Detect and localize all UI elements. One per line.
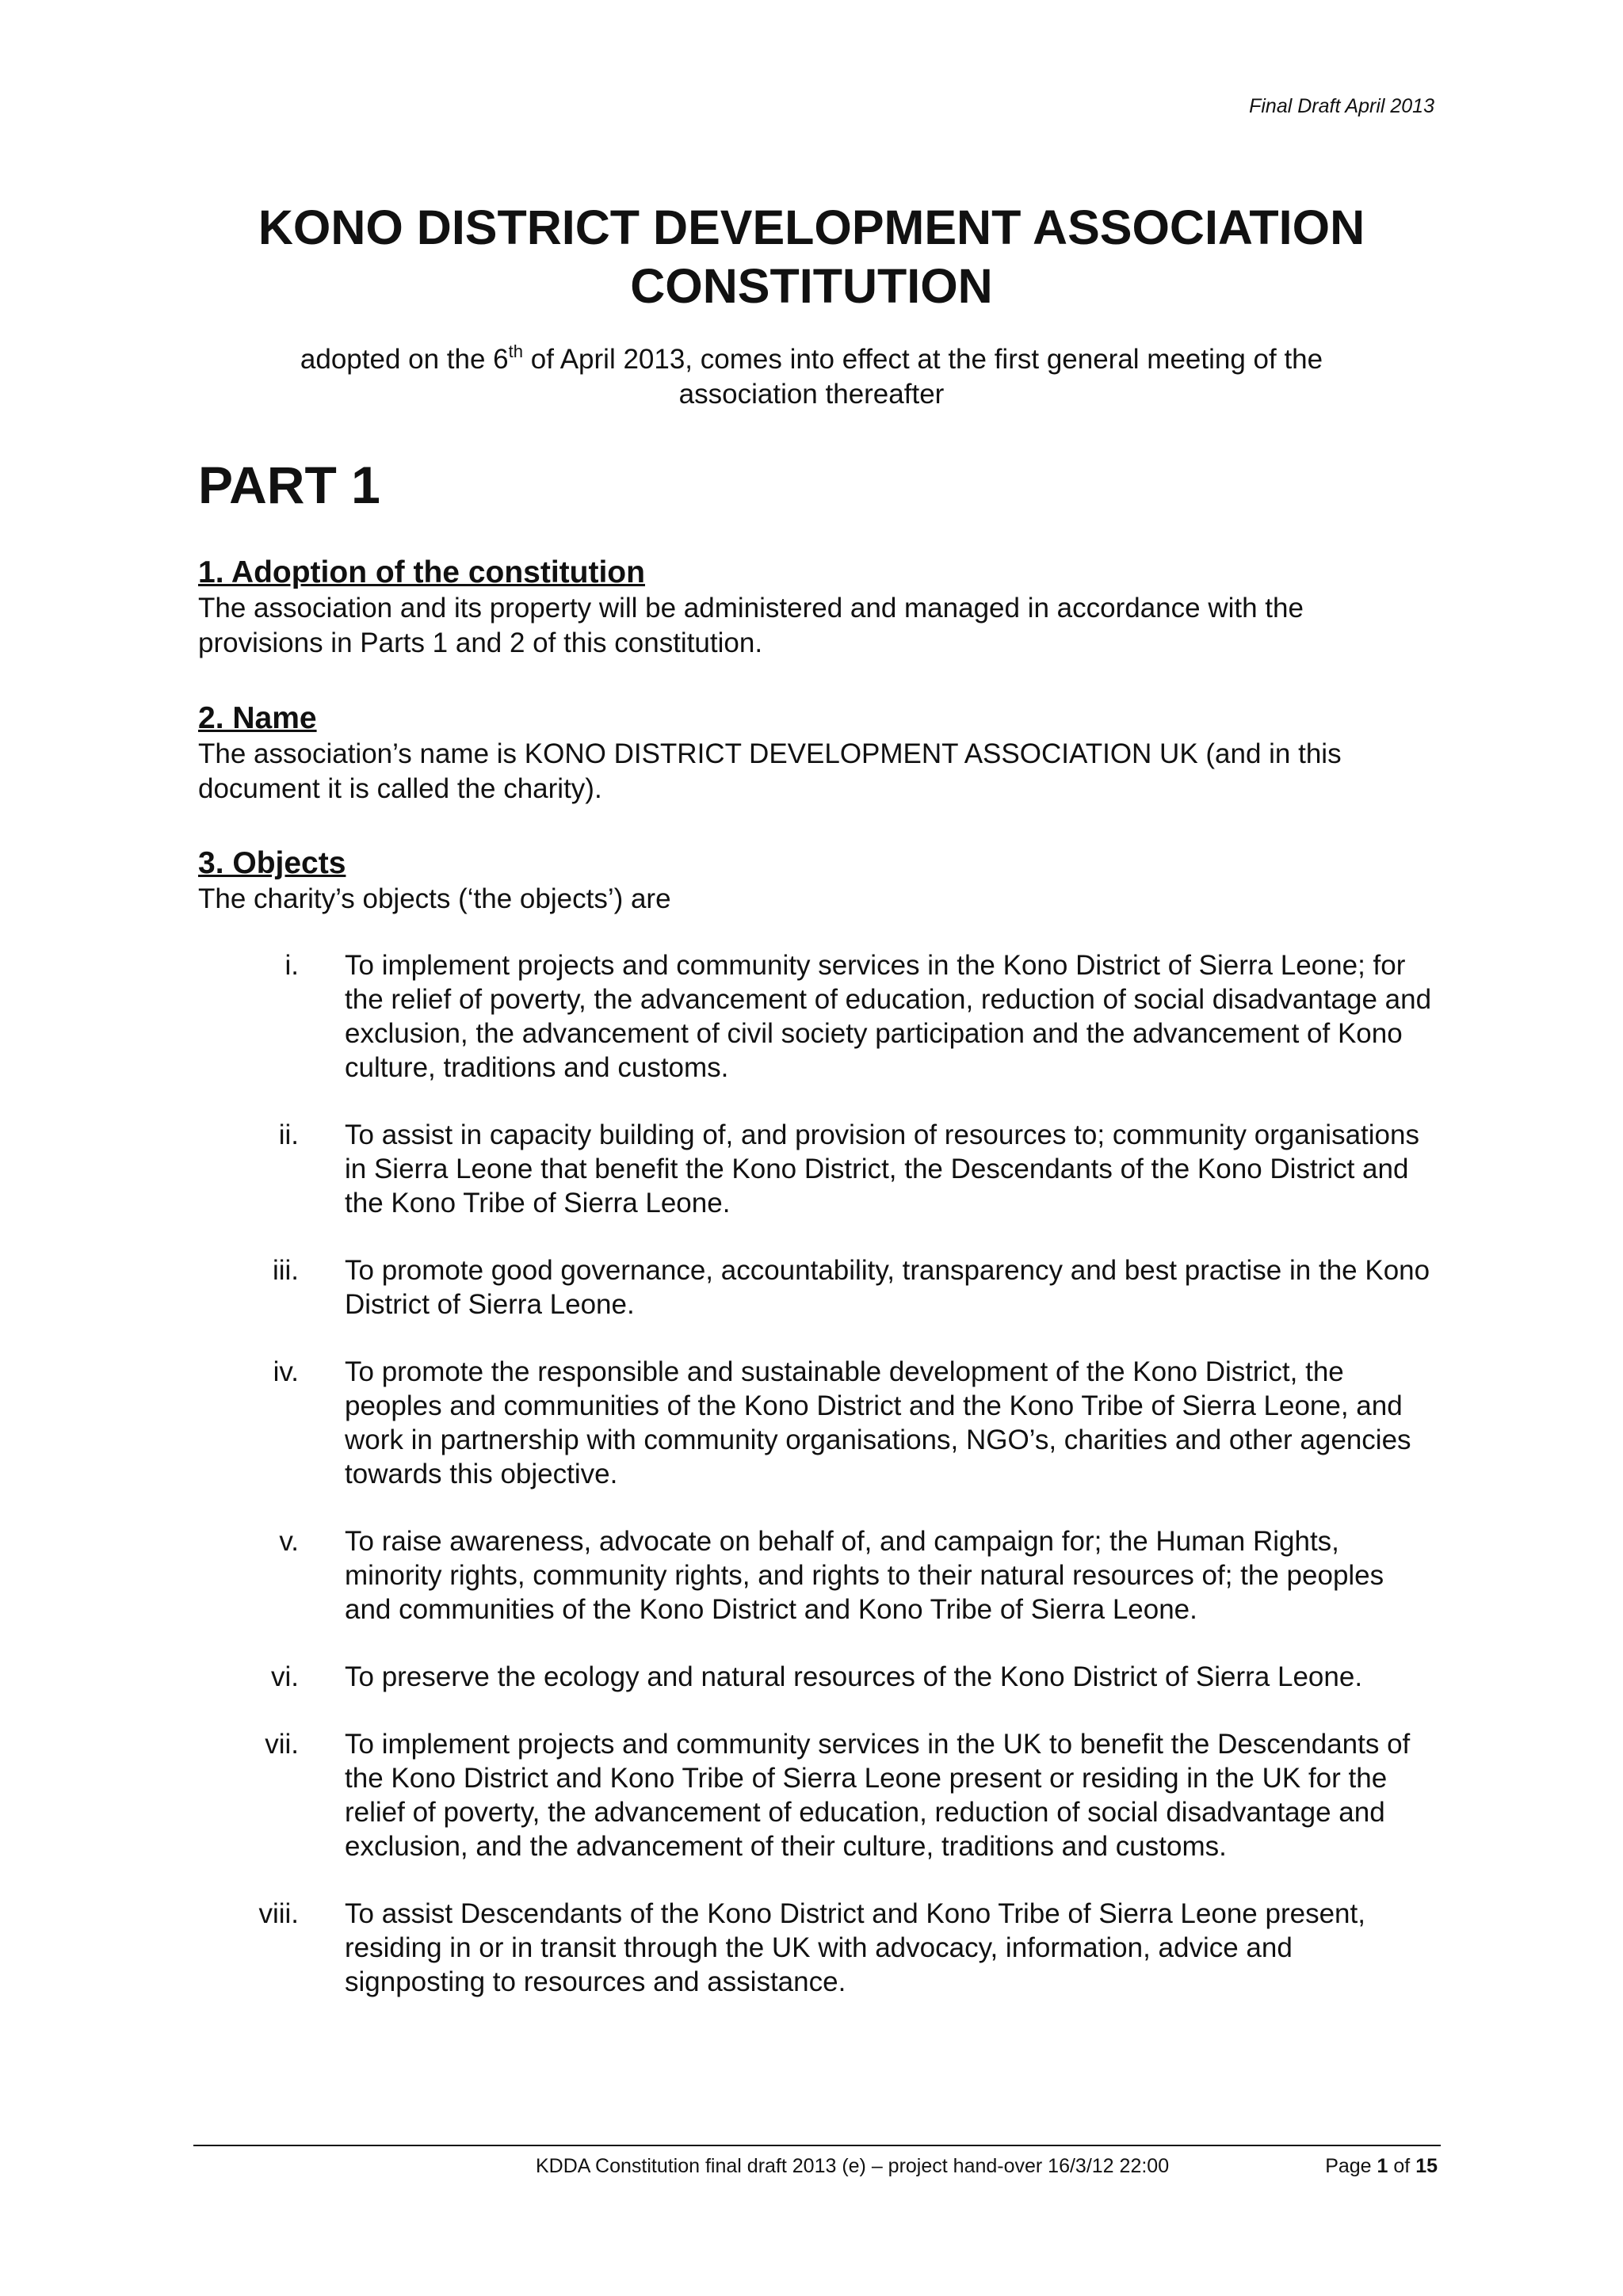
subtitle-line-2: association thereafter xyxy=(678,379,945,410)
list-item xyxy=(198,1355,1434,1491)
section-objects xyxy=(198,845,1434,917)
section-body: The charity’s objects (‘the objects’) are xyxy=(198,883,671,914)
list-item-text: To assist in capacity building of, and provision of resources to; community organisations in Sierra Leone that benefit the Kono District, the Descendants of the Kono District and the Kono Tribe of Sierra Leone. xyxy=(345,1119,1419,1219)
list-item xyxy=(198,1524,1434,1627)
section-heading: 1. Adoption of the constitution xyxy=(198,555,645,589)
draft-note: Final Draft April 2013 xyxy=(1249,95,1434,117)
page-number xyxy=(1325,2155,1438,2178)
page-total: 15 xyxy=(1415,2155,1438,2177)
list-item-number: ii. xyxy=(278,1119,299,1150)
page-of-label: of xyxy=(1388,2155,1416,2177)
document-title xyxy=(0,198,1623,315)
list-item xyxy=(198,948,1434,1085)
title-line-2: CONSTITUTION xyxy=(630,259,993,313)
part-heading: PART 1 xyxy=(198,456,380,514)
list-item xyxy=(198,1253,1434,1322)
list-item-text: To assist Descendants of the Kono District and Kono Tribe of Sierra Leone present, residing in or in transit through the UK with advocacy, information, advice and signposting to resources and assistance. xyxy=(345,1898,1365,1997)
list-item-text: To preserve the ecology and natural resources of the Kono District of Sierra Leone. xyxy=(345,1661,1363,1692)
list-item xyxy=(198,1897,1434,1999)
list-item xyxy=(198,1727,1434,1863)
list-item-number: v. xyxy=(279,1526,299,1557)
subtitle-prefix: adopted on the 6 xyxy=(300,344,509,375)
list-item-text: To raise awareness, advocate on behalf of, and campaign for; the Human Rights, minority rights, community rights, and rights to their natural resources of; the peoples and communities of the Kono District and Kono Tribe of Sierra Leone. xyxy=(345,1526,1384,1625)
list-item-text: To promote good governance, accountability, transparency and best practise in the Kono District of Sierra Leone. xyxy=(345,1255,1430,1320)
list-item xyxy=(198,1118,1434,1220)
section-name xyxy=(198,700,1434,807)
footer-doc-info: KDDA Constitution final draft 2013 (e) – project hand-over 16/3/12 22:00 xyxy=(536,2155,1170,2177)
section-heading: 2. Name xyxy=(198,701,317,735)
list-item-number: vi. xyxy=(271,1661,299,1692)
section-body: The association’s name is KONO DISTRICT DEVELOPMENT ASSOCIATION UK (and in this document it is called the charity). xyxy=(198,738,1342,804)
page-current: 1 xyxy=(1377,2155,1388,2177)
objects-list xyxy=(198,948,1434,2032)
list-item-number: vii. xyxy=(265,1729,299,1760)
list-item-number: iii. xyxy=(272,1255,299,1286)
page-label: Page xyxy=(1325,2155,1377,2177)
title-line-1: KONO DISTRICT DEVELOPMENT ASSOCIATION xyxy=(258,200,1365,254)
list-item xyxy=(198,1660,1434,1694)
list-item-number: i. xyxy=(285,950,299,981)
list-item-text: To implement projects and community services in the UK to benefit the Descendants of the Kono District and Kono Tribe of Sierra Leone present or residing in the UK for the relief of poverty, the advancement of education, reduction of social disadvantage and exclusion, and the advancement of their culture, traditions and customs. xyxy=(345,1729,1411,1862)
section-body: The association and its property will be administered and managed in accordance with the provisions in Parts 1 and 2 of this constitution. xyxy=(198,593,1304,658)
list-item-text: To implement projects and community services in the Kono District of Sierra Leone; for the relief of poverty, the advancement of education, reduction of social disadvantage and exclusion, the advancement of civil society participation and the advancement of Kono culture, traditions and customs. xyxy=(345,950,1432,1083)
subtitle-rest: of April 2013, comes into effect at the first general meeting of the xyxy=(523,344,1323,375)
list-item-text: To promote the responsible and sustainable development of the Kono District, the peoples and communities of the Kono District and the Kono Tribe of Sierra Leone, and work in partnership with community organisations, NGO’s, charities and other agencies towards this objective. xyxy=(345,1356,1411,1489)
section-adoption xyxy=(198,555,1434,661)
subtitle-ordinal: th xyxy=(508,341,523,361)
section-heading: 3. Objects xyxy=(198,846,346,880)
list-item-number: iv. xyxy=(273,1356,299,1387)
adoption-statement xyxy=(0,342,1623,412)
footer-divider xyxy=(193,2145,1441,2146)
list-item-number: viii. xyxy=(258,1898,299,1929)
